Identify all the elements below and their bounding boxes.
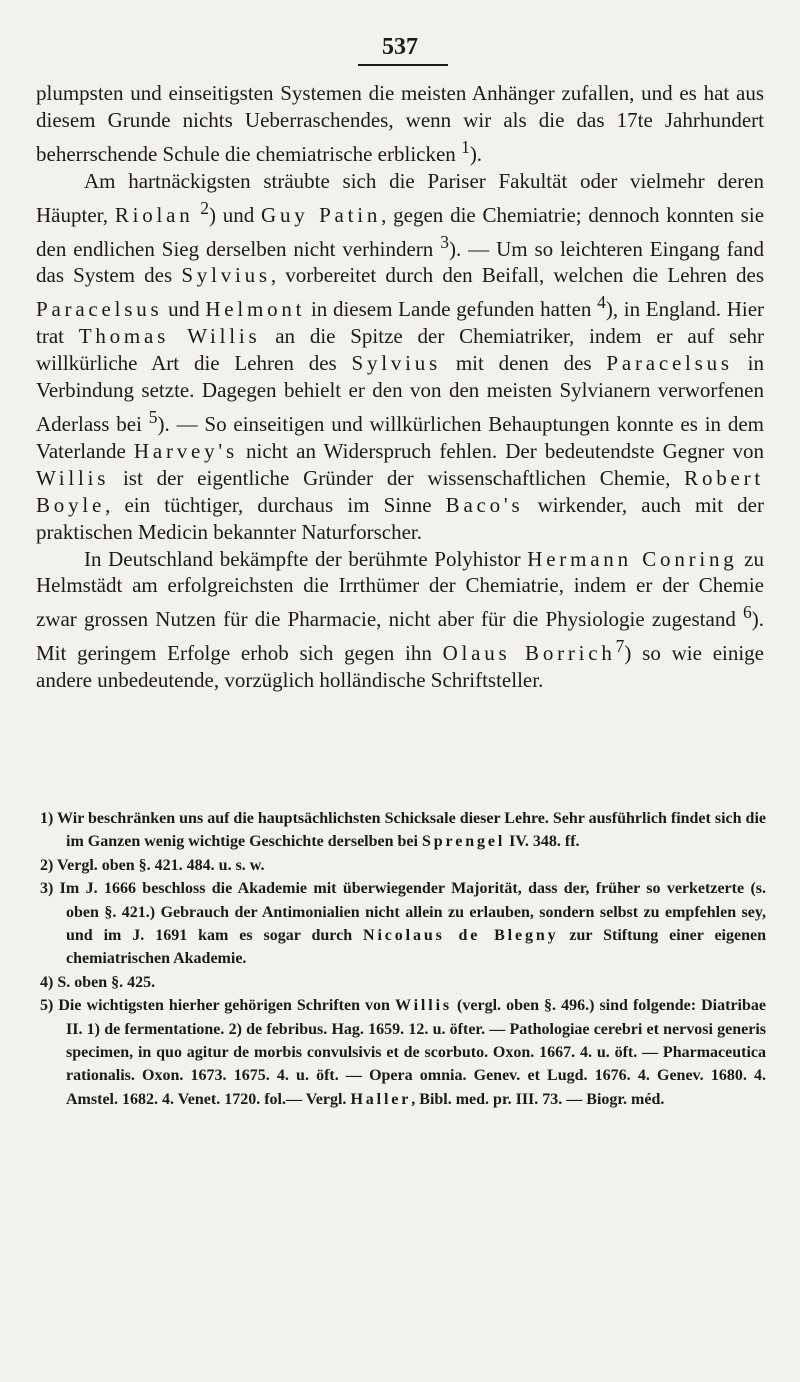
text-run: In Deutschland bekämpfte der berühmte Polyhistor — [84, 546, 528, 571]
text-run: ). — So einseitigen und willkürlichen Behauptungen konnte es in dem Vaterlande — [36, 411, 765, 463]
text-run: an die Spitze der Chemiatriker, indem er auf sehr willkürliche Art die Lehren des — [36, 324, 765, 376]
spaced-name: Olaus Borrich — [442, 641, 616, 666]
footnote-marker: 3 — [440, 231, 449, 252]
text-run: zur Stiftung einer eigenen chemiatrischen Akademie. — [66, 927, 766, 968]
spaced-name: Haller — [350, 1090, 412, 1108]
spaced-name: Robert Boyle — [36, 465, 764, 517]
spaced-name: Helmont — [205, 297, 306, 322]
text-run: 5) Die wichtigsten hierher gehörigen Schriften von — [40, 997, 395, 1015]
text-run: in diesem Lande gefunden hatten — [305, 297, 598, 322]
text-run: 3) Im J. 1666 beschloss die Akademie mit überwiegender Majorität, dass der, früher so verketzerte (s. oben §. 421.) Gebrauch der Antimonialien nicht allein zu erlauben, sondern selbst zu empfehlen sey, und im J. 1691 kam es sogar durch — [40, 880, 766, 945]
text-run: ). — Um so leichteren Eingang fand das System des — [36, 236, 765, 288]
text-run: plumpsten und einseitigsten Systemen die meisten Anhänger zufallen, und es hat aus diesem Grunde nichts Ueberraschendes, wenn wir als die das 17te Jahrhundert beherrschende Schule die chemiatrische erblicken — [36, 81, 764, 166]
footnote — [40, 971, 766, 994]
text-run: ). Mit geringem Erfolge erhob sich gegen ihn — [36, 607, 764, 666]
body-text — [36, 80, 764, 694]
spaced-name: Willis — [36, 465, 110, 490]
footnote-marker: 1 — [461, 136, 470, 157]
spaced-name: Thomas Willis — [78, 324, 261, 349]
footnote-marker: 4 — [597, 292, 606, 313]
spaced-name: Nicolaus de Blegny — [363, 927, 559, 945]
footnote-marker: 2 — [200, 197, 210, 218]
spaced-name: Riolan — [114, 202, 194, 227]
text-run: Am hartnäckigsten sträubte sich die Pariser Fakultät oder vielmehr deren Häupter, — [36, 168, 764, 227]
text-run: nicht an Widerspruch fehlen. Der bedeutendste Gegner von — [237, 438, 764, 463]
text-run: ). — [469, 141, 483, 166]
text-run: ), in England. Hier trat — [36, 297, 765, 349]
footnote-marker: 7 — [615, 636, 625, 657]
spaced-name: Hermann Conring — [527, 546, 738, 571]
text-run: 2) Vergl. oben §. 421. 484. u. s. w. — [40, 856, 265, 874]
text-run: IV. 348. ff. — [505, 833, 580, 851]
text-run: , ein tüchtiger, durchaus im Sinne — [105, 492, 446, 517]
text-run: ist der eigentliche Gründer der wissenschaftlichen Chemie, — [109, 465, 685, 490]
paragraph — [36, 546, 764, 695]
paragraph — [36, 80, 764, 168]
spaced-name: Baco's — [445, 492, 524, 517]
text-run: 4) S. oben §. 425. — [40, 973, 156, 991]
footnote-marker: 5 — [148, 406, 158, 427]
footnotes — [40, 807, 766, 1111]
spaced-name: Sprengel — [421, 833, 506, 851]
text-run: , vorbereitet durch den Beifall, welchen die Lehren des — [270, 263, 764, 288]
text-run: in Verbindung setzte. Dagegen behielt er den von den meisten Sylvianern verworfenen Aderlass bei — [36, 351, 765, 436]
footnote — [40, 854, 766, 877]
spaced-name: Sylvius — [181, 263, 271, 288]
text-run: ) und — [209, 202, 262, 227]
text-run: ) so wie einige andere unbedeutende, vorzüglich holländische Schriftsteller. — [36, 641, 764, 693]
footnote-marker: 6 — [743, 602, 752, 623]
text-run: , Bibl. med. pr. III. 73. — Biogr. méd. — [411, 1090, 665, 1108]
text-run: 1) Wir beschränken uns auf die hauptsächlichsten Schicksale dieser Lehre. Sehr ausführlich findet sich die im Ganzen wenig wichtige Geschichte derselben bei — [40, 810, 766, 851]
spaced-name: Willis — [395, 997, 452, 1015]
text-run: mit denen des — [441, 351, 607, 376]
spaced-name: Paracelsus — [36, 297, 163, 322]
text-run: (vergl. oben §. 496.) sind folgende: Diatribae II. 1) de fermentatione. 2) de febribus. Hag. 1659. 12. u. öfter. — Pathologiae cerebri et nervosi generis specimen, in quo agitur de morbis convulsivis et de scorbuto. Oxon. 1667. 4. u. öft. — Pharmaceutica rationalis. Oxon. 1673. 1675. 4. u. öft. — Opera omnia. Genev. et Lugd. 1676. 4. Genev. 1680. 4. Amstel. 1682. 4. Venet. 1720. fol.— Vergl. — [66, 997, 766, 1108]
text-run: und — [162, 297, 206, 322]
text-run: wirkender, auch mit der praktischen Medicin bekannter Naturforscher. — [36, 492, 764, 544]
header-rule — [358, 64, 448, 66]
text-run: zu Helmstädt am erfolgreichsten die Irrthümer der Chemiatrie, indem er der Chemie zwar grossen Nutzen für die Pharmacie, nicht aber für die Physiologie zugestand — [36, 546, 765, 632]
text-run: , gegen die Chemiatrie; dennoch konnten sie den endlichen Sieg derselben nicht verhindern — [36, 202, 765, 261]
footnote — [40, 994, 766, 1111]
footnote — [40, 807, 766, 854]
spaced-name: Paracelsus — [606, 351, 733, 376]
spaced-name: Sylvius — [351, 351, 441, 376]
paragraph — [36, 168, 764, 546]
spaced-name: Harvey's — [133, 438, 238, 463]
page-number: 537 — [382, 34, 418, 60]
footnote — [40, 877, 766, 971]
spaced-name: Guy Patin — [261, 202, 382, 227]
